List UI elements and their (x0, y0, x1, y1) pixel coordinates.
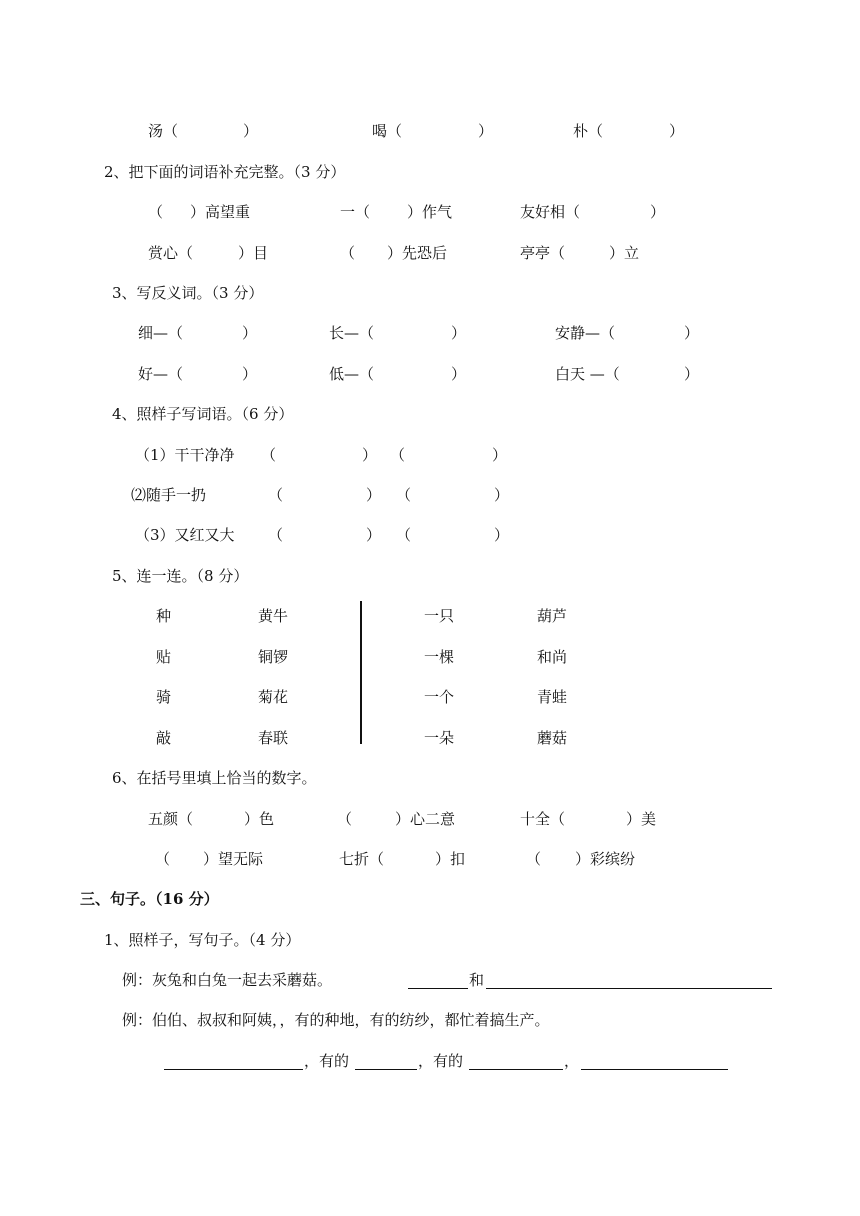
q4-item-2-p1: （ (268, 486, 284, 504)
q6-r1-a-open: 五颜（ (148, 810, 194, 828)
q2-r1-b-close: ）作气 (407, 203, 453, 221)
top-2-open: 喝（ (372, 122, 403, 140)
q6-r1-a-close: ）色 (244, 810, 275, 828)
q6-r1-c-close: ）美 (626, 810, 657, 828)
q2-r1-c-open: 友好相（ (520, 203, 581, 221)
q3-r2-b-open: 低—（ (329, 365, 375, 383)
q4-item-1-p2: ） (362, 446, 378, 464)
q3-r2-c-open: 白天 —（ (555, 365, 620, 383)
q6-r2-c-open: （ (526, 850, 542, 868)
q2-r2-c-close: ）立 (609, 244, 640, 262)
q2-r1-c-close: ） (650, 203, 666, 221)
q6-r1-b-open: （ (337, 810, 353, 828)
q5-left-verb: 贴 (156, 648, 172, 666)
top-1-close: ） (243, 122, 259, 140)
blank-1[interactable] (408, 970, 468, 989)
q4-item-2-p3: （ (396, 486, 412, 504)
section3-title: 三、句子。（16 分） (80, 890, 219, 908)
q3-r2-a-close: ） (242, 365, 258, 383)
comma-you-de-1: ，有的 (304, 1052, 350, 1070)
q5-right-measure: 一个 (424, 688, 455, 706)
comma-you-de-2: ，有的 (418, 1052, 464, 1070)
q4-item-1-p1: （ (261, 446, 277, 464)
top-2-close: ） (478, 122, 494, 140)
example-2: 例：伯伯、叔叔和阿姨，，有的种地，有的纺纱，都忙着搞生产。 (122, 1011, 550, 1029)
q2-r1-b-open: 一（ (340, 203, 371, 221)
top-1-open: 汤（ (148, 122, 179, 140)
q5-left-noun: 铜锣 (258, 648, 289, 666)
q3-r1-a-close: ） (242, 324, 258, 342)
q5-left-noun: 黄牛 (258, 607, 289, 625)
q5-right-noun: 葫芦 (537, 607, 568, 625)
blank-6[interactable] (581, 1051, 728, 1070)
q4-item-3-p1: （ (268, 526, 284, 544)
q5-right-measure: 一朵 (424, 729, 455, 747)
blank-2[interactable] (486, 970, 772, 989)
example-1: 例：灰兔和白兔一起去采蘑菇。 (122, 971, 333, 989)
q6-r2-b-close: ）扣 (435, 850, 466, 868)
blank-4[interactable] (355, 1051, 417, 1070)
top-3-open: 朴（ (573, 122, 604, 140)
q2-title: 2、把下面的词语补充完整。（3 分） (104, 163, 346, 181)
q3-r1-b-close: ） (451, 324, 467, 342)
q5-right-measure: 一棵 (424, 648, 455, 666)
top-3-close: ） (669, 122, 685, 140)
q5-title: 5、连一连。（8 分） (112, 567, 249, 585)
q2-r2-a-close: ）目 (238, 244, 269, 262)
q2-r1-a-open: （ (148, 203, 164, 221)
q4-item-2-p4: ） (494, 486, 510, 504)
q4-title: 4、照样子写词语。（6 分） (112, 405, 294, 423)
q5-left-noun: 春联 (258, 729, 289, 747)
blank-3[interactable] (164, 1051, 303, 1070)
q3-r2-a-open: 好—（ (138, 365, 184, 383)
q4-item-2-label: ⑵随手一扔 (131, 486, 207, 504)
q5-right-noun: 青蛙 (537, 688, 568, 706)
q6-r2-a-close: ）望无际 (203, 850, 264, 868)
q6-r2-a-open: （ (155, 850, 171, 868)
q5-left-verb: 种 (156, 607, 172, 625)
q4-item-3-p3: （ (396, 526, 412, 544)
q3-r2-b-close: ） (451, 365, 467, 383)
q4-item-1-p3: （ (390, 446, 406, 464)
q5-right-noun: 蘑菇 (537, 729, 568, 747)
q5-left-verb: 敲 (156, 729, 172, 747)
q3-r2-c-close: ） (684, 365, 700, 383)
q4-item-3-p2: ） (366, 526, 382, 544)
and-word: 和 (469, 971, 485, 989)
q6-title: 6、在括号里填上恰当的数字。 (112, 769, 317, 787)
q6-r1-c-open: 十全（ (520, 810, 566, 828)
q2-r2-c-open: 亭亭（ (520, 244, 566, 262)
q2-r2-b-open: （ (340, 244, 356, 262)
q4-item-1-p4: ） (492, 446, 508, 464)
q6-r2-c-close: ）彩缤纷 (575, 850, 636, 868)
q6-r1-b-close: ）心二意 (395, 810, 456, 828)
q3-r1-b-open: 长—（ (329, 324, 375, 342)
q3-r1-c-open: 安静—（ (555, 324, 616, 342)
blank-5[interactable] (469, 1051, 563, 1070)
q4-item-1-label: （1）干干净净 (135, 446, 235, 464)
s3-q1-title: 1、照样子，写句子。（4 分） (104, 931, 301, 949)
q5-right-noun: 和尚 (537, 648, 568, 666)
comma-end: ， (564, 1052, 580, 1070)
q3-r1-c-close: ） (684, 324, 700, 342)
q3-r1-a-open: 细—（ (138, 324, 184, 342)
q6-r2-b-open: 七折（ (339, 850, 385, 868)
q4-item-3-p4: ） (494, 526, 510, 544)
q3-title: 3、写反义词。（3 分） (112, 284, 264, 302)
q4-item-2-p2: ） (366, 486, 382, 504)
q5-left-noun: 菊花 (258, 688, 289, 706)
q2-r2-a-open: 赏心（ (148, 244, 194, 262)
q5-left-verb: 骑 (156, 688, 172, 706)
q2-r1-a-close: ）高望重 (190, 203, 251, 221)
q5-right-measure: 一只 (424, 607, 455, 625)
q5-divider-line (360, 601, 362, 744)
q2-r2-b-close: ）先恐后 (387, 244, 448, 262)
q4-item-3-label: （3）又红又大 (135, 526, 235, 544)
